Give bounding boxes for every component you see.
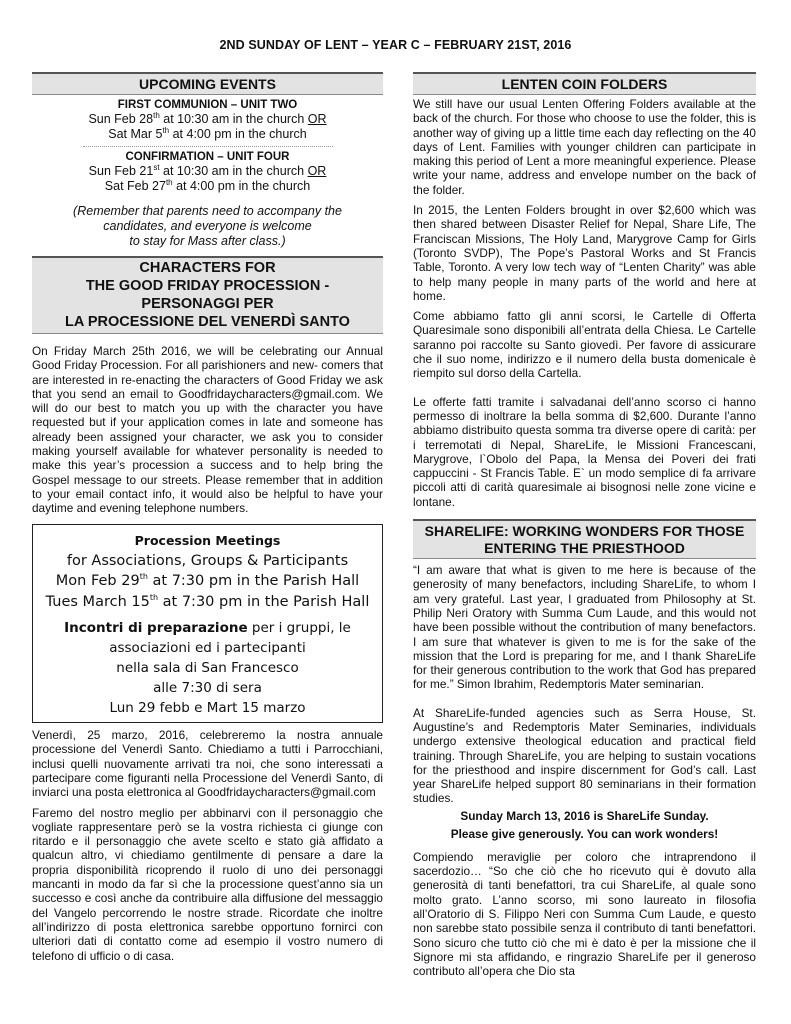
sharelife-paragraph-1: “I am aware that what is given to me here is because of the generosity of many benefactors, including ShareLife, to whom I am very grateful. Last year, I graduated from Philosophy at St. Philip Neri Oratory with Summa Cum Laude, and this would not have been possible without the contribution of many benefactors. I am sure that whatever is given to me is for the sake of the mission that the Lord is preparing for me, and I thank ShareLife for their generous contribution to the work that God has prepared for me.” Simon Ibrahim, Redemptoris Mater seminarian.	[413, 563, 756, 692]
meeting-date-1: Mon Feb 29th at 7:30 pm in the Parish Hall	[55, 572, 360, 590]
first-communion-block	[32, 98, 383, 142]
italian-paragraph-2: Faremo del nostro meglio per abbinarvi con il personaggio che vogliate rappresentare però se la vostra richiesta ci giunge con ritardo e il personaggio che avete scelto e stato già affidato a qualcun altro, vi chiediamo gentilmente di pensare a dare la propria disponibilità ricoprendo il ruolo di uno dei personaggi mancanti in modo da far sì che la processione quest’anno sia un successo e così anche da contribuire alla diffusione del messaggio del Vangelo percorrendo le nostre strade. Ricordate che inoltre all’indirizzo di posta elettronica sarebbe opportuno fornirci con ulteriori dati di contatto come ad esempio il vostro numero di telefono di ufficio o di casa.	[32, 805, 383, 963]
incontri-line-4: alle 7:30 di sera	[153, 680, 262, 697]
first-communion-heading: FIRST COMMUNION – UNIT TWO	[117, 99, 298, 111]
incontri-line-1: Incontri di preparazione per i gruppi, le	[64, 620, 351, 637]
divider	[83, 146, 333, 147]
incontri-line-3: nella sala di San Francesco	[116, 660, 299, 677]
sharelife-paragraph-2: At ShareLife-funded agencies such as Serra House, St. Augustine’s and Redemptoris Mater Seminaries, individuals undergo extensive theological education and practical field training. Through ShareLife, you are helping to sustain vocations for the priesthood and inspire discernment for God’s call. Last year ShareLife helped support 80 seminarians in their formation studies.	[413, 705, 756, 806]
upcoming-events-heading: UPCOMING EVENTS	[32, 72, 383, 95]
confirmation-date-1: Sun Feb 21st at 10:30 am in the church OR	[88, 162, 327, 178]
lenten-paragraph-4: Le offerte fatti tramite i salvadanai dell’anno scorso ci hanno permesso di inoltrare la bella somma di $2,600. Durante l’anno abbiamo distribuito questa somma tra diverse opere di carità: per i terremotati di Nepal, ShareLife, le Missioni Francescani, Marygrove, l`Obolo del Papa, la Mensa dei Poveri dei frati cappuccini - St Francis Table. E` un modo semplice di fa arrivare piccoli atti di carità quaresimale ai bisognosi nelle zone vicine e lontane.	[413, 394, 756, 509]
lenten-paragraph-1: We still have our usual Lenten Offering Folders available at the back of the church. For those who choose to use the folder, this is another way of giving up a little time each day reflecting on the 40 days of Lent. Families with younger children can participate in making this period of Lent a more meaningful experience. Please write your name, address and envelope number on the back of the folder.	[413, 97, 756, 197]
first-communion-date-2: Sat Mar 5th at 4:00 pm in the church	[108, 125, 307, 141]
sharelife-heading: SHARELIFE: WORKING WONDERS FOR THOSE ENTERING THE PRIESTHOOD	[413, 519, 756, 559]
italian-paragraph-1: Venerdì, 25 marzo, 2016, celebreremo la nostra annuale processione del Venerdì Santo. Chiediamo a tutti i Parrocchiani, inclusi quelli nuovamente arrivati tra noi, che sono interessati a partecipare come figuranti nella Processione del Venerdì Santo, di inviarci una posta elettronica al Goodfridaycharacters@gmail.com	[32, 728, 383, 800]
meeting-date-2: Tues March 15th at 7:30 pm in the Parish Hall	[45, 592, 370, 610]
characters-paragraph: On Friday March 25th 2016, we will be celebrating our Annual Good Friday Procession. For all parishioners and new- comers that are interested in re-enacting the characters of Good Friday we ask that you send an email to Goodfridaycharacters@gmail.com. We will do our best to match you up with the character you have requested but if your application comes in late and someone has already been assigned your character, we ask you to consider making yourself available for whatever personality is needed to make this year’s procession a success and to help bring the Gospel message to our streets. Please remember that in addition to your email contact info, it would also be helpful to have your daytime and evening telephone numbers.	[32, 344, 383, 516]
lenten-coin-folders-heading: LENTEN COIN FOLDERS	[413, 72, 756, 95]
procession-meetings-box	[32, 524, 383, 724]
parents-note: (Remember that parents need to accompany the candidates, and everyone is welcome to stay for Mass after class.)	[73, 204, 342, 248]
confirmation-block	[32, 150, 383, 194]
sharelife-sunday-notice: Sunday March 13, 2016 is ShareLife Sunday.	[460, 808, 709, 823]
lenten-paragraph-2: In 2015, the Lenten Folders brought in over $2,600 which was then shared between Disaster Relief for Nepal, Share Life, The Franciscan Missions, The Holy Land, Marygrove Camp for Girls (Toronto SVDP), The Pope’s Pastoral Works and St Francis Table, Toronto. A very low tech way of “Lenten Charity” was able to help many people in many parts of the world and here at home.	[413, 203, 756, 303]
lenten-paragraph-3: Come abbiamo fatto gli anni scorsi, le Cartelle di Offerta Quaresimale sono disponibili all’entrata della Chiesa. Le Cartelle saranno poi raccolte su Santo giovedì. Per favore di assicurare che il suo nome, indirizzo e il numero della busta domenicale è riempito sul dorso della Cartella.	[413, 309, 756, 381]
confirmation-date-2: Sat Feb 27th at 4:00 pm in the church	[104, 177, 311, 193]
meetings-subtitle: for Associations, Groups & Participants	[66, 552, 349, 569]
meetings-title: Procession Meetings	[134, 532, 281, 548]
first-communion-date-1: Sun Feb 28th at 10:30 am in the church OR	[88, 110, 327, 126]
sharelife-paragraph-italian: Compiendo meraviglie per coloro che intraprendono il sacerdozio… “So che ciò che ho ricevuto qui è dovuto alla generosità di tanti benefattori, tra cui ShareLife, al quale sono molto grato. L’anno scorso, mi sono laureato in filosofia all’Oratorio di S. Filippo Neri con Summa Cum Laude, e questo non sarebbe stato possibile senza il contributo di tanti benefattori. Sono sicuro che tutto ciò che mi è dato è per la missione che il Signore mi sta affidando, e ringrazio ShareLife per il generoso contributo all’opera che Dio sta	[413, 849, 756, 979]
confirmation-heading: CONFIRMATION – UNIT FOUR	[125, 151, 290, 163]
characters-heading: CHARACTERS FOR THE GOOD FRIDAY PROCESSION - PERSONAGGI PER LA PROCESSIONE DEL VENERDÌ SANTO	[32, 256, 383, 334]
incontri-line-2: associazioni ed i partecipanti	[109, 640, 306, 657]
left-column	[32, 72, 383, 963]
incontri-line-5: Lun 29 febb e Mart 15 marzo	[109, 700, 306, 717]
right-column	[413, 72, 756, 978]
page-title: 2ND SUNDAY OF LENT – YEAR C – FEBRUARY 21ST, 2016	[219, 38, 572, 52]
give-generously-notice: Please give generously. You can work wonders!	[450, 826, 719, 841]
